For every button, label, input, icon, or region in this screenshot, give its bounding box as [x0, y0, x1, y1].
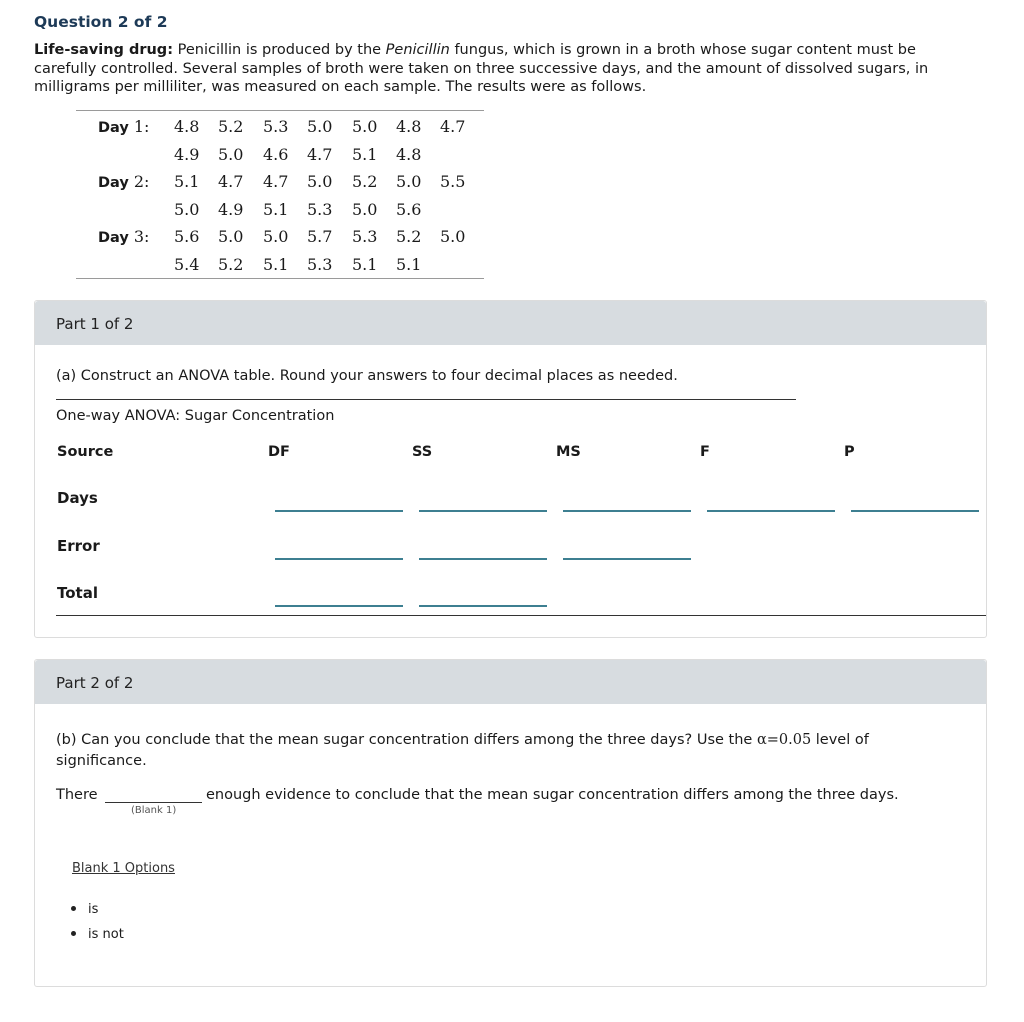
error-ms-input[interactable]	[563, 558, 691, 560]
data-cell: 5.0	[352, 117, 378, 136]
question-title: Question 2 of 2	[34, 13, 168, 31]
alpha-value: α=0.05	[756, 732, 812, 748]
data-cell: 5.1	[263, 199, 289, 219]
answer-rest: enough evidence to conclude that the mean sugar concentration differs among the three days.	[206, 787, 899, 803]
row-error-label: Error	[57, 537, 100, 555]
total-df-input[interactable]	[275, 605, 403, 607]
data-cell: 5.6	[174, 227, 200, 246]
data-row	[76, 145, 484, 172]
data-cell: 5.2	[218, 254, 244, 274]
data-cell: 5.0	[174, 199, 200, 219]
data-cell: 5.0	[307, 172, 333, 191]
data-row	[76, 172, 484, 199]
part1-header-label: Part 1 of 2	[56, 315, 134, 333]
data-cell: 4.9	[174, 144, 200, 164]
part1-header	[35, 301, 986, 345]
part1-panel	[34, 300, 987, 638]
blank-1-input[interactable]	[105, 802, 202, 803]
part2-panel	[34, 659, 987, 987]
total-ss-input[interactable]	[419, 605, 547, 607]
col-ms: MS	[556, 444, 581, 460]
col-source: Source	[57, 444, 114, 460]
day-label-number: 1:	[133, 117, 150, 136]
option-is-not-label: is not	[88, 927, 124, 942]
data-cell: 5.2	[218, 117, 244, 136]
days-ms-input[interactable]	[563, 510, 691, 512]
data-cell: 5.3	[307, 199, 333, 219]
row-days-label: Days	[57, 489, 98, 507]
data-cell: 5.5	[440, 172, 466, 191]
part2-header-label: Part 2 of 2	[56, 674, 134, 692]
data-cell: 5.0	[218, 144, 244, 164]
part2-question-a: (b) Can you conclude that the mean sugar concentration differs among the three days? Use the	[56, 732, 757, 748]
col-p: P	[844, 444, 855, 460]
part2-question	[56, 730, 956, 772]
days-df-input[interactable]	[275, 510, 403, 512]
data-cell: 4.6	[263, 144, 289, 164]
data-cell: 5.2	[396, 227, 422, 246]
option-is-not[interactable]	[71, 927, 124, 942]
data-cell: 4.9	[218, 199, 244, 219]
data-cell: 5.0	[396, 172, 422, 191]
data-cell: 5.0	[218, 227, 244, 246]
data-cell: 5.2	[352, 172, 378, 191]
day-label-text: Day	[98, 175, 134, 191]
answer-there: There	[56, 787, 98, 803]
row-total-label: Total	[57, 584, 98, 602]
day-label-number: 3:	[133, 227, 150, 246]
data-cell: 5.1	[352, 144, 378, 164]
day-label	[98, 172, 173, 191]
data-cell: 5.4	[174, 254, 200, 274]
days-ss-input[interactable]	[419, 510, 547, 512]
data-cell: 4.8	[174, 117, 200, 136]
data-cell: 5.1	[263, 254, 289, 274]
col-f: F	[700, 444, 710, 460]
prompt-text-1: Penicillin is produced by the	[173, 42, 386, 58]
day-label-text: Day	[98, 230, 134, 246]
col-df: DF	[268, 444, 290, 460]
part2-question-b: level of	[811, 732, 869, 748]
bullet-icon	[71, 906, 76, 911]
bullet-icon	[71, 931, 76, 936]
data-row	[76, 227, 484, 254]
prompt-lead: Life-saving drug:	[34, 42, 173, 58]
col-ss: SS	[412, 444, 433, 460]
data-cell: 5.0	[440, 227, 466, 246]
instruction-divider	[56, 399, 796, 400]
anova-bottom-rule	[56, 615, 986, 616]
data-cell: 4.8	[396, 144, 422, 164]
data-cell: 5.1	[396, 254, 422, 274]
data-cell: 5.1	[174, 172, 200, 191]
part2-header	[35, 660, 986, 704]
data-cell: 4.7	[218, 172, 244, 191]
day-label-number: 2:	[133, 172, 150, 191]
data-cell: 5.6	[396, 199, 422, 219]
data-cell: 5.7	[307, 227, 333, 246]
days-p-input[interactable]	[851, 510, 979, 512]
sugar-data-table	[76, 110, 484, 279]
prompt-italic: Penicillin	[385, 42, 450, 58]
data-cell: 4.7	[440, 117, 466, 136]
prompt-text-2: fungus, which is grown in a broth whose sugar content must be carefully controlled. Several samples of broth were taken on three successive days, and the amount of dissolved sugars, in milligrams per milliliter, was measured on each sample. The results were as follows.	[34, 42, 929, 95]
data-cell: 4.7	[263, 172, 289, 191]
days-f-input[interactable]	[707, 510, 835, 512]
error-ss-input[interactable]	[419, 558, 547, 560]
data-cell: 5.3	[307, 254, 333, 274]
data-row	[76, 117, 484, 144]
day-label	[98, 117, 173, 136]
data-cell: 4.7	[307, 144, 333, 164]
day-label-text: Day	[98, 120, 134, 136]
data-row	[76, 255, 484, 282]
blank-1-options-link[interactable]: Blank 1 Options	[72, 861, 175, 876]
part1-instruction: (a) Construct an ANOVA table. Round your answers to four decimal places as needed.	[56, 368, 678, 384]
data-cell: 5.0	[352, 199, 378, 219]
data-cell: 5.1	[352, 254, 378, 274]
question-prompt	[34, 41, 974, 97]
day-label	[98, 227, 173, 246]
part2-question-c: significance.	[56, 753, 147, 769]
data-cell: 5.3	[352, 227, 378, 246]
data-cell: 5.3	[263, 117, 289, 136]
anova-table-title: One-way ANOVA: Sugar Concentration	[56, 408, 335, 424]
data-cell: 4.8	[396, 117, 422, 136]
data-cell: 5.0	[307, 117, 333, 136]
data-row	[76, 200, 484, 227]
error-df-input[interactable]	[275, 558, 403, 560]
option-is-label: is	[88, 902, 99, 917]
option-is[interactable]	[71, 902, 98, 917]
blank-1-caption: (Blank 1)	[131, 805, 177, 816]
data-cell: 5.0	[263, 227, 289, 246]
